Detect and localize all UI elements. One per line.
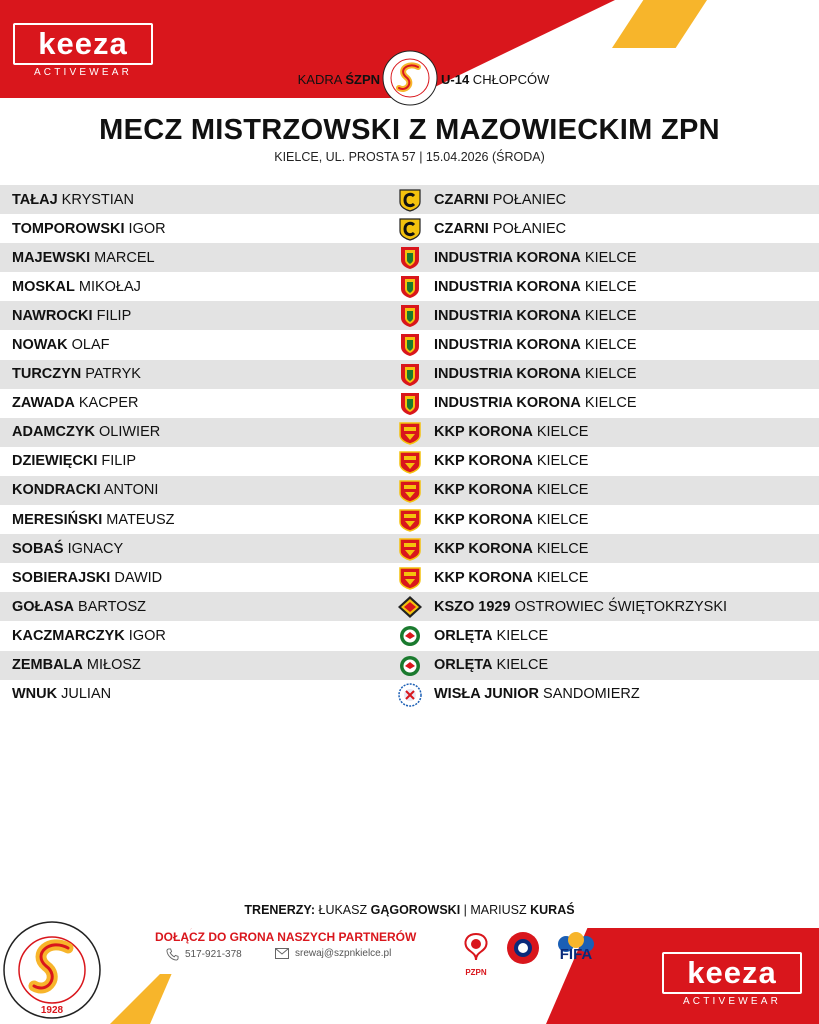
- kkp-crest-icon: [397, 566, 423, 590]
- club-name: [434, 192, 566, 208]
- keeza-logo: [13, 23, 153, 65]
- club-name-city: KIELCE: [532, 482, 589, 499]
- szpn-large-emblem-icon: [2, 920, 102, 1020]
- club-name-city: KIELCE: [532, 540, 589, 557]
- club-name-main: INDUSTRIA KORONA: [434, 395, 581, 412]
- player-last-name: ZAWADA: [12, 395, 75, 412]
- club-name: [434, 482, 588, 498]
- pzpn-label: PZPN: [465, 968, 487, 977]
- player-name: [12, 221, 166, 237]
- player-first-name: IGNACY: [63, 540, 124, 557]
- coach1-last: GĄGOROWSKI: [370, 903, 461, 917]
- player-name: [12, 599, 146, 615]
- club-name-city: KIELCE: [580, 337, 637, 354]
- club-name-main: CZARNI: [434, 191, 489, 208]
- player-first-name: MIŁOSZ: [82, 657, 141, 674]
- club-name: [434, 395, 637, 411]
- table-row: [0, 330, 819, 359]
- club-name: [434, 512, 588, 528]
- header-squad-org: ŚZPN: [345, 72, 380, 87]
- phone-number: 517-921-378: [185, 949, 242, 960]
- squad-table: [0, 185, 819, 709]
- table-row: [0, 360, 819, 389]
- coach1-first: ŁUKASZ: [315, 903, 371, 917]
- header-squad-prefix: KADRA: [297, 72, 346, 87]
- korona-crest-icon: [397, 392, 423, 416]
- czarni-crest-icon: [397, 217, 423, 241]
- club-name-main: KSZO 1929: [434, 598, 511, 615]
- korona-crest-icon: [397, 363, 423, 387]
- korona-crest-icon: [397, 333, 423, 357]
- table-row: [0, 534, 819, 563]
- table-row: [0, 505, 819, 534]
- player-first-name: OLIWIER: [94, 424, 161, 441]
- club-name-main: CZARNI: [434, 220, 489, 237]
- keeza-logo-text: keeza: [38, 26, 128, 61]
- header-squad-label: [298, 72, 380, 87]
- club-name-city: SANDOMIERZ: [539, 686, 640, 703]
- player-last-name: DZIEWIĘCKI: [12, 453, 98, 470]
- coaches-label: TRENERZY:: [244, 903, 316, 917]
- player-first-name: MIKOŁAJ: [74, 278, 141, 295]
- coaches-line: [0, 903, 819, 917]
- table-row: [0, 476, 819, 505]
- kkp-crest-icon: [397, 508, 423, 532]
- player-last-name: MOSKAL: [12, 278, 75, 295]
- club-name: [434, 308, 637, 324]
- club-name-main: KKP KORONA: [434, 569, 533, 586]
- table-row: [0, 272, 819, 301]
- table-row: [0, 447, 819, 476]
- player-first-name: KRYSTIAN: [57, 191, 134, 208]
- uefa-logo-icon: [505, 930, 541, 966]
- player-name: [12, 192, 134, 208]
- player-last-name: KONDRACKI: [12, 482, 101, 499]
- club-name-city: KIELCE: [532, 569, 589, 586]
- player-last-name: NAWROCKI: [12, 307, 93, 324]
- club-name-main: ORLĘTA: [434, 657, 493, 674]
- table-row: [0, 563, 819, 592]
- orleta-crest-icon: [397, 654, 423, 678]
- player-first-name: MATEUSZ: [102, 511, 175, 528]
- club-name: [434, 424, 588, 440]
- club-name-main: ORLĘTA: [434, 627, 493, 644]
- player-first-name: IGOR: [124, 627, 166, 644]
- club-name-city: KIELCE: [532, 424, 589, 441]
- player-name: [12, 424, 160, 440]
- club-name: [434, 657, 548, 673]
- coaches-separator: |: [460, 903, 471, 917]
- player-name: [12, 366, 141, 382]
- kszo-crest-icon: [397, 595, 423, 619]
- club-name: [434, 366, 637, 382]
- page-title: MECZ MISTRZOWSKI Z MAZOWIECKIM ZPN: [99, 114, 720, 146]
- szpn-emblem-icon: [382, 50, 438, 106]
- player-first-name: MARCEL: [90, 249, 155, 266]
- club-name-main: INDUSTRIA KORONA: [434, 249, 581, 266]
- club-name-city: KIELCE: [580, 395, 637, 412]
- partners-title: DOŁĄCZ DO GRONA NASZYCH PARTNERÓW: [155, 930, 417, 944]
- player-last-name: MAJEWSKI: [12, 249, 91, 266]
- player-last-name: SOBAŚ: [12, 540, 64, 557]
- player-last-name: MERESIŃSKI: [12, 511, 103, 528]
- player-first-name: FILIP: [92, 307, 132, 324]
- player-first-name: BARTOSZ: [74, 598, 147, 615]
- player-name: [12, 279, 141, 295]
- club-name-city: POŁANIEC: [488, 191, 567, 208]
- player-first-name: IGOR: [124, 220, 166, 237]
- player-last-name: ZEMBALA: [12, 657, 83, 674]
- player-first-name: PATRYK: [81, 366, 141, 383]
- keeza-tagline: ACTIVEWEAR: [33, 67, 133, 78]
- player-name: [12, 308, 131, 324]
- emblem-year: 1928: [40, 1005, 64, 1016]
- table-row: [0, 680, 819, 709]
- club-name-main: KKP KORONA: [434, 482, 533, 499]
- club-name: [434, 541, 588, 557]
- club-name: [434, 453, 588, 469]
- fifa-label: FIFA: [559, 946, 593, 963]
- kkp-crest-icon: [397, 479, 423, 503]
- club-name-main: INDUSTRIA KORONA: [434, 366, 581, 383]
- table-row: [0, 243, 819, 272]
- player-last-name: TAŁAJ: [12, 191, 58, 208]
- club-name: [434, 599, 727, 615]
- czarni-crest-icon: [397, 188, 423, 212]
- club-name: [434, 279, 637, 295]
- table-row: [0, 301, 819, 330]
- club-name-main: KKP KORONA: [434, 540, 533, 557]
- coach2-last: KURAŚ: [530, 903, 575, 917]
- page-subtitle: KIELCE, UL. PROSTA 57 | 15.04.2026 (ŚRODA): [274, 150, 545, 164]
- club-name-main: KKP KORONA: [434, 511, 533, 528]
- coach2-first: MARIUSZ: [470, 903, 531, 917]
- korona-crest-icon: [397, 246, 423, 270]
- email-address: srewaj@szpnkielce.pl: [295, 948, 392, 959]
- header-category-age: U-14: [441, 72, 470, 87]
- club-name: [434, 337, 637, 353]
- club-name-city: KIELCE: [580, 307, 637, 324]
- player-name: [12, 686, 111, 702]
- email-contact[interactable]: [275, 948, 391, 959]
- player-last-name: WNUK: [12, 686, 58, 703]
- club-name-city: KIELCE: [532, 511, 589, 528]
- player-name: [12, 453, 136, 469]
- club-name-city: KIELCE: [580, 278, 637, 295]
- pzpn-logo-icon: [458, 930, 494, 966]
- club-name-main: KKP KORONA: [434, 424, 533, 441]
- table-row: [0, 214, 819, 243]
- player-last-name: TURCZYN: [12, 366, 82, 383]
- player-last-name: KACZMARCZYK: [12, 627, 125, 644]
- player-name: [12, 395, 139, 411]
- email-icon: [275, 948, 289, 959]
- club-name-main: INDUSTRIA KORONA: [434, 307, 581, 324]
- player-name: [12, 482, 158, 498]
- player-last-name: NOWAK: [12, 337, 68, 354]
- club-name: [434, 628, 548, 644]
- player-first-name: JULIAN: [57, 686, 112, 703]
- club-name-main: INDUSTRIA KORONA: [434, 278, 581, 295]
- orleta-crest-icon: [397, 624, 423, 648]
- player-last-name: GOŁASA: [12, 598, 75, 615]
- club-name-city: POŁANIEC: [488, 220, 567, 237]
- header-yellow-stripe: [612, 0, 707, 48]
- club-name: [434, 686, 640, 702]
- player-last-name: SOBIERAJSKI: [12, 569, 111, 586]
- club-name: [434, 570, 588, 586]
- club-name-main: KKP KORONA: [434, 453, 533, 470]
- player-name: [12, 570, 162, 586]
- keeza-tagline-footer: ACTIVEWEAR: [682, 996, 782, 1007]
- table-row: [0, 621, 819, 650]
- player-first-name: KACPER: [74, 395, 139, 412]
- table-row: [0, 389, 819, 418]
- club-name: [434, 250, 637, 266]
- club-name-city: KIELCE: [580, 249, 637, 266]
- player-first-name: FILIP: [97, 453, 137, 470]
- player-name: [12, 250, 155, 266]
- club-name: [434, 221, 566, 237]
- phone-icon: [166, 948, 179, 961]
- korona-crest-icon: [397, 304, 423, 328]
- phone-contact[interactable]: [166, 948, 242, 961]
- keeza-logo-footer-text: keeza: [687, 955, 777, 990]
- player-last-name: ADAMCZYK: [12, 424, 95, 441]
- player-name: [12, 628, 166, 644]
- table-row: [0, 592, 819, 621]
- player-name: [12, 337, 110, 353]
- kkp-crest-icon: [397, 450, 423, 474]
- table-row: [0, 651, 819, 680]
- kkp-crest-icon: [397, 537, 423, 561]
- table-row: [0, 185, 819, 214]
- keeza-logo-footer: [662, 952, 802, 994]
- player-last-name: TOMPOROWSKI: [12, 220, 125, 237]
- club-name-city: KIELCE: [492, 627, 549, 644]
- player-first-name: OLAF: [67, 337, 110, 354]
- player-first-name: ANTONI: [100, 482, 159, 499]
- club-name-city: KIELCE: [492, 657, 549, 674]
- header-category-label: [441, 72, 549, 87]
- club-name-city: OSTROWIEC ŚWIĘTOKRZYSKI: [510, 598, 728, 615]
- player-name: [12, 541, 123, 557]
- wisla-crest-icon: [397, 683, 423, 707]
- header-category-suffix: CHŁOPCÓW: [469, 72, 550, 87]
- korona-crest-icon: [397, 275, 423, 299]
- club-name-city: KIELCE: [580, 366, 637, 383]
- club-name-main: WISŁA JUNIOR: [434, 686, 539, 703]
- player-name: [12, 657, 141, 673]
- table-row: [0, 418, 819, 447]
- player-name: [12, 512, 174, 528]
- player-first-name: DAWID: [110, 569, 163, 586]
- kkp-crest-icon: [397, 421, 423, 445]
- club-name-main: INDUSTRIA KORONA: [434, 337, 581, 354]
- club-name-city: KIELCE: [532, 453, 589, 470]
